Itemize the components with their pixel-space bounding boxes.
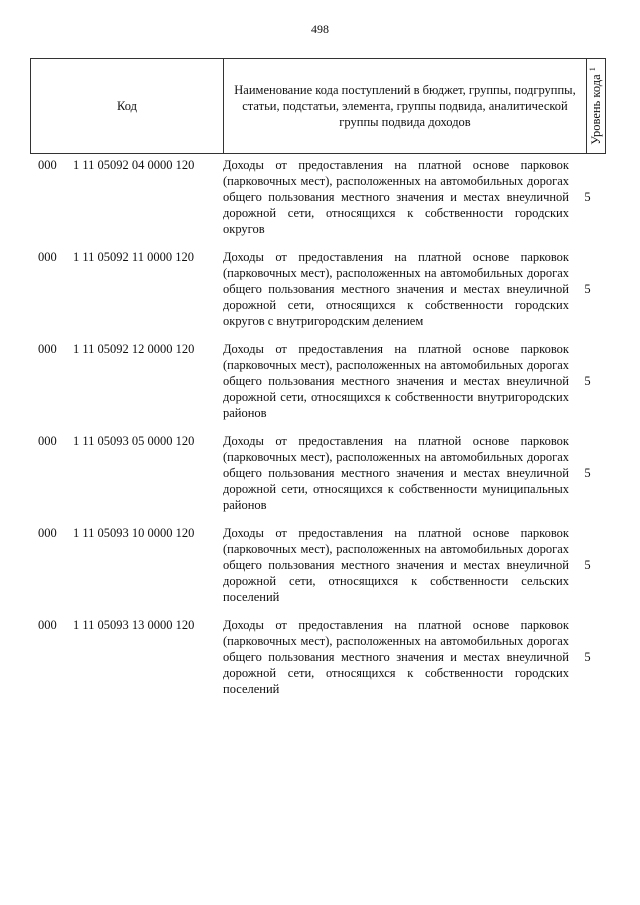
row-admin-code: 000 [38, 618, 57, 632]
row-name: Доходы от предоставления на платной основе парковок (парковочных мест), расположенных на автомобильных дорогах общего пользования местного значения и местах внеуличной дорожной сети, относящихся к собственности внутригородских районов [223, 342, 569, 420]
row-name: Доходы от предоставления на платной основе парковок (парковочных мест), расположенных на автомобильных дорогах общего пользования местного значения и местах внеуличной дорожной сети, относящихся к собственности сельских поселений [223, 526, 569, 604]
row-admin-code: 000 [38, 250, 57, 264]
row-level: 5 [584, 557, 591, 572]
table-row [30, 249, 606, 329]
table-row [30, 341, 606, 421]
table-row [30, 433, 606, 513]
header-name: Наименование кода поступлений в бюджет, группы, подгруппы, статьи, подстатьи, элемента, группы подвида, аналитической группы подвида доходов [224, 59, 587, 153]
row-revenue-code: 1 11 05093 13 0000 120 [73, 618, 195, 632]
row-name: Доходы от предоставления на платной основе парковок (парковочных мест), расположенных на автомобильных дорогах общего пользования местного значения и местах внеуличной дорожной сети, относящихся к собственности городских округов с внутригородским делением [223, 250, 569, 328]
table-header [30, 58, 606, 154]
header-level-label [588, 67, 604, 145]
row-level: 5 [584, 281, 591, 296]
row-revenue-code: 1 11 05092 11 0000 120 [73, 250, 194, 264]
row-admin-code: 000 [38, 434, 57, 448]
header-level-footnote: 1 [587, 67, 597, 72]
row-level: 5 [584, 373, 591, 388]
row-name: Доходы от предоставления на платной основе парковок (парковочных мест), расположенных на автомобильных дорогах общего пользования местного значения и местах внеуличной дорожной сети, относящихся к собственности городских округов [223, 158, 569, 236]
row-level: 5 [584, 649, 591, 664]
row-revenue-code: 1 11 05092 12 0000 120 [73, 342, 195, 356]
table-row [30, 157, 606, 237]
table-row [30, 525, 606, 605]
table-body [30, 157, 606, 709]
header-level-text: Уровень кода [589, 74, 604, 145]
row-level: 5 [584, 465, 591, 480]
header-code: Код [31, 59, 224, 153]
page-number: 498 [311, 22, 329, 36]
row-level: 5 [584, 189, 591, 204]
row-admin-code: 000 [38, 158, 57, 172]
row-revenue-code: 1 11 05092 04 0000 120 [73, 158, 195, 172]
row-admin-code: 000 [38, 342, 57, 356]
row-name: Доходы от предоставления на платной основе парковок (парковочных мест), расположенных на автомобильных дорогах общего пользования местного значения и местах внеуличной дорожной сети, относящихся к собственности городских поселений [223, 618, 569, 696]
row-revenue-code: 1 11 05093 05 0000 120 [73, 434, 195, 448]
row-revenue-code: 1 11 05093 10 0000 120 [73, 526, 195, 540]
header-level [587, 59, 605, 153]
row-admin-code: 000 [38, 526, 57, 540]
row-name: Доходы от предоставления на платной основе парковок (парковочных мест), расположенных на автомобильных дорогах общего пользования местного значения и местах внеуличной дорожной сети, относящихся к собственности муниципальных районов [223, 434, 569, 512]
table-row [30, 617, 606, 697]
